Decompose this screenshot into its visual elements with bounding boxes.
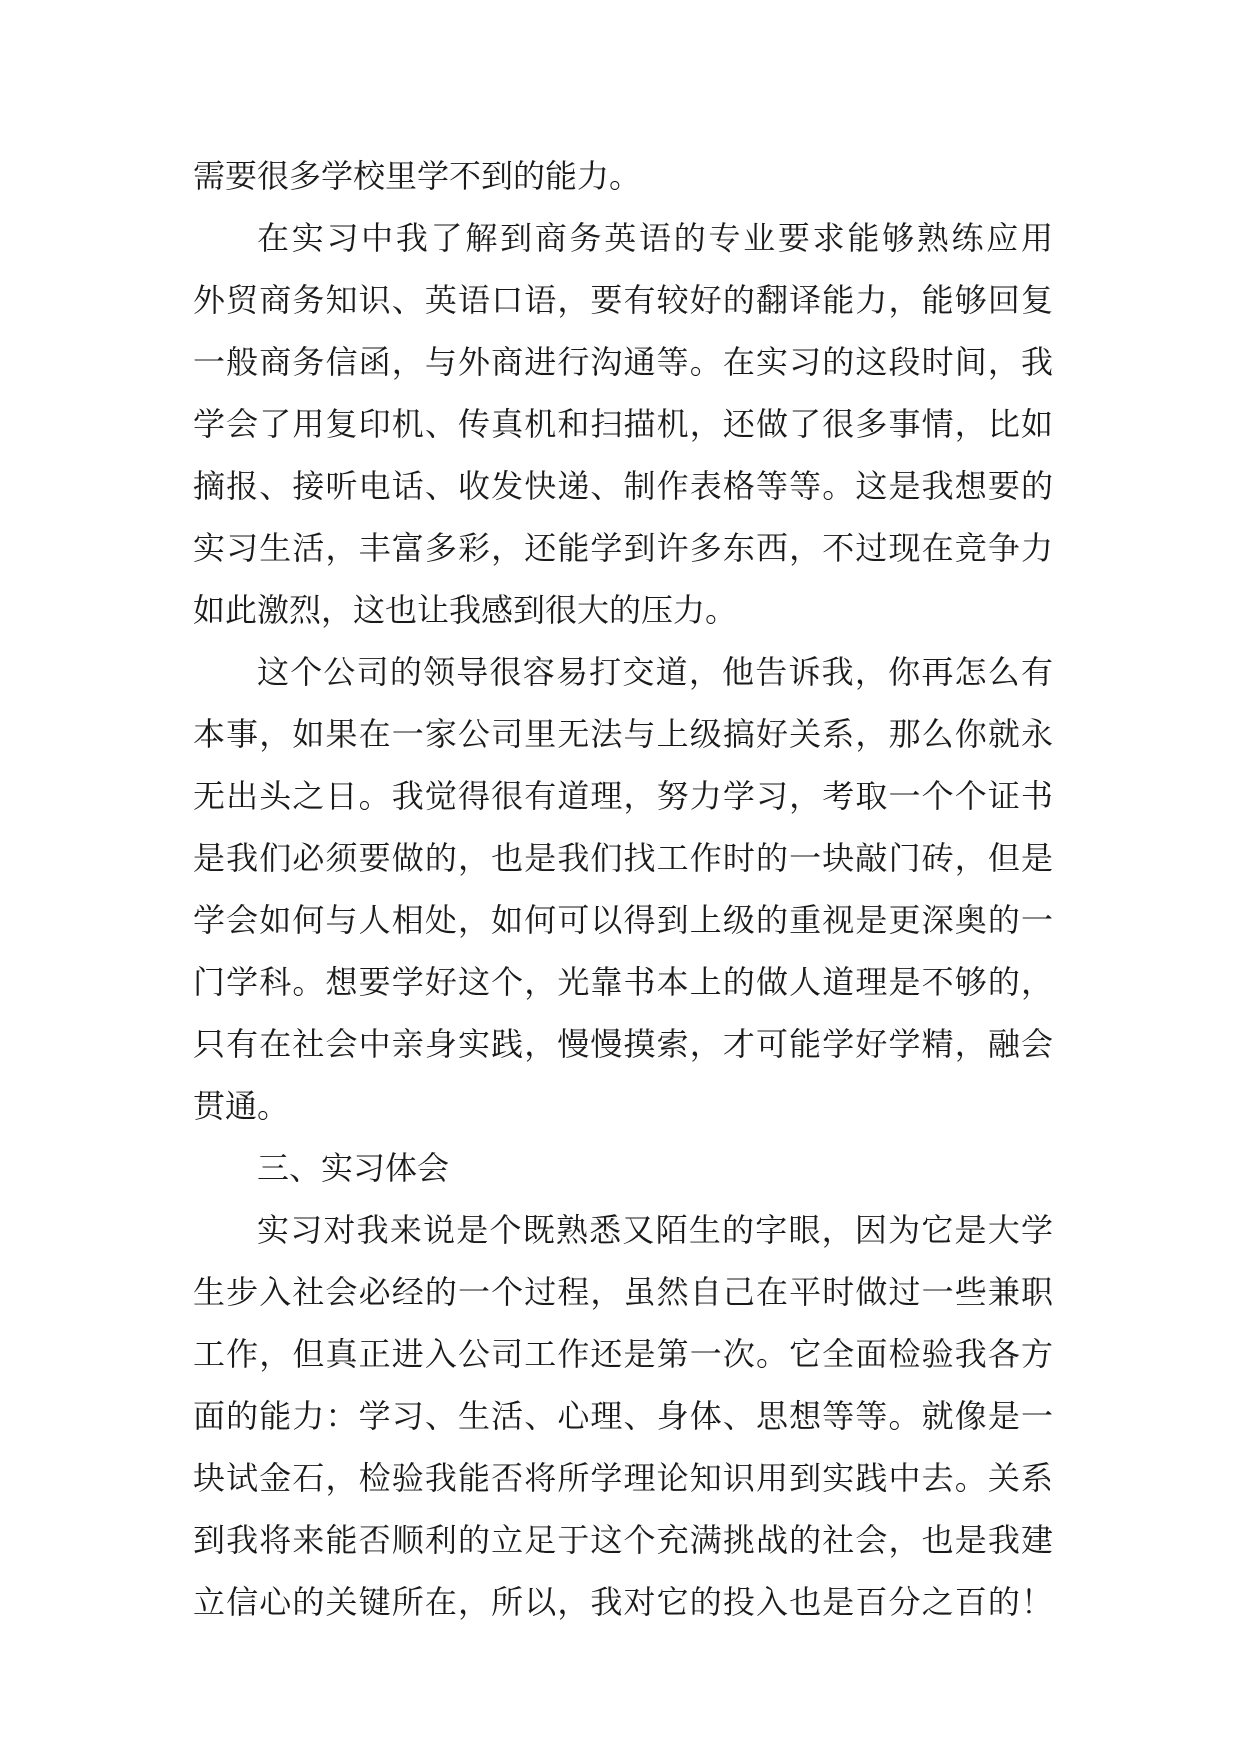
paragraph-2-line-5: 学会如何与人相处，如何可以得到上级的重视是更深奥的一 xyxy=(193,901,1053,939)
paragraph-1-line-4: 学会了用复印机、传真机和扫描机，还做了很多事情，比如 xyxy=(193,405,1053,443)
paragraph-3-line-1: 实习对我来说是个既熟悉又陌生的字眼，因为它是大学 xyxy=(257,1211,1053,1249)
text-line-1: 需要很多学校里学不到的能力。 xyxy=(193,157,642,195)
paragraph-3-line-2: 生步入社会必经的一个过程，虽然自己在平时做过一些兼职 xyxy=(193,1273,1053,1311)
paragraph-1-line-5: 摘报、接听电话、收发快递、制作表格等等。这是我想要的 xyxy=(193,467,1053,505)
paragraph-1-line-3: 一般商务信函，与外商进行沟通等。在实习的这段时间，我 xyxy=(193,343,1053,381)
paragraph-2-line-1: 这个公司的领导很容易打交道，他告诉我，你再怎么有 xyxy=(257,653,1053,691)
paragraph-1-line-2: 外贸商务知识、英语口语，要有较好的翻译能力，能够回复 xyxy=(193,281,1053,319)
paragraph-1-line-1: 在实习中我了解到商务英语的专业要求能够熟练应用 xyxy=(257,219,1053,257)
paragraph-2-line-8: 贯通。 xyxy=(193,1087,290,1125)
paragraph-3-line-7: 立信心的关键所在，所以，我对它的投入也是百分之百的！ xyxy=(193,1583,1053,1621)
paragraph-2-line-4: 是我们必须要做的，也是我们找工作时的一块敲门砖，但是 xyxy=(193,839,1053,877)
section-heading: 三、实习体会 xyxy=(257,1149,450,1187)
paragraph-2-line-7: 只有在社会中亲身实践，慢慢摸索，才可能学好学精，融会 xyxy=(193,1025,1053,1063)
paragraph-2-line-6: 门学科。想要学好这个，光靠书本上的做人道理是不够的， xyxy=(193,963,1053,1001)
paragraph-3-line-3: 工作，但真正进入公司工作还是第一次。它全面检验我各方 xyxy=(193,1335,1053,1373)
paragraph-2-line-2: 本事，如果在一家公司里无法与上级搞好关系，那么你就永 xyxy=(193,715,1053,753)
paragraph-1-line-7: 如此激烈，这也让我感到很大的压力。 xyxy=(193,591,738,629)
paragraph-1-line-6: 实习生活，丰富多彩，还能学到许多东西，不过现在竞争力 xyxy=(193,529,1053,567)
paragraph-3-line-5: 块试金石，检验我能否将所学理论知识用到实践中去。关系 xyxy=(193,1459,1053,1497)
paragraph-2-line-3: 无出头之日。我觉得很有道理，努力学习，考取一个个证书 xyxy=(193,777,1053,815)
paragraph-3-line-4: 面的能力：学习、生活、心理、身体、思想等等。就像是一 xyxy=(193,1397,1053,1435)
paragraph-3-line-6: 到我将来能否顺利的立足于这个充满挑战的社会，也是我建 xyxy=(193,1521,1053,1559)
